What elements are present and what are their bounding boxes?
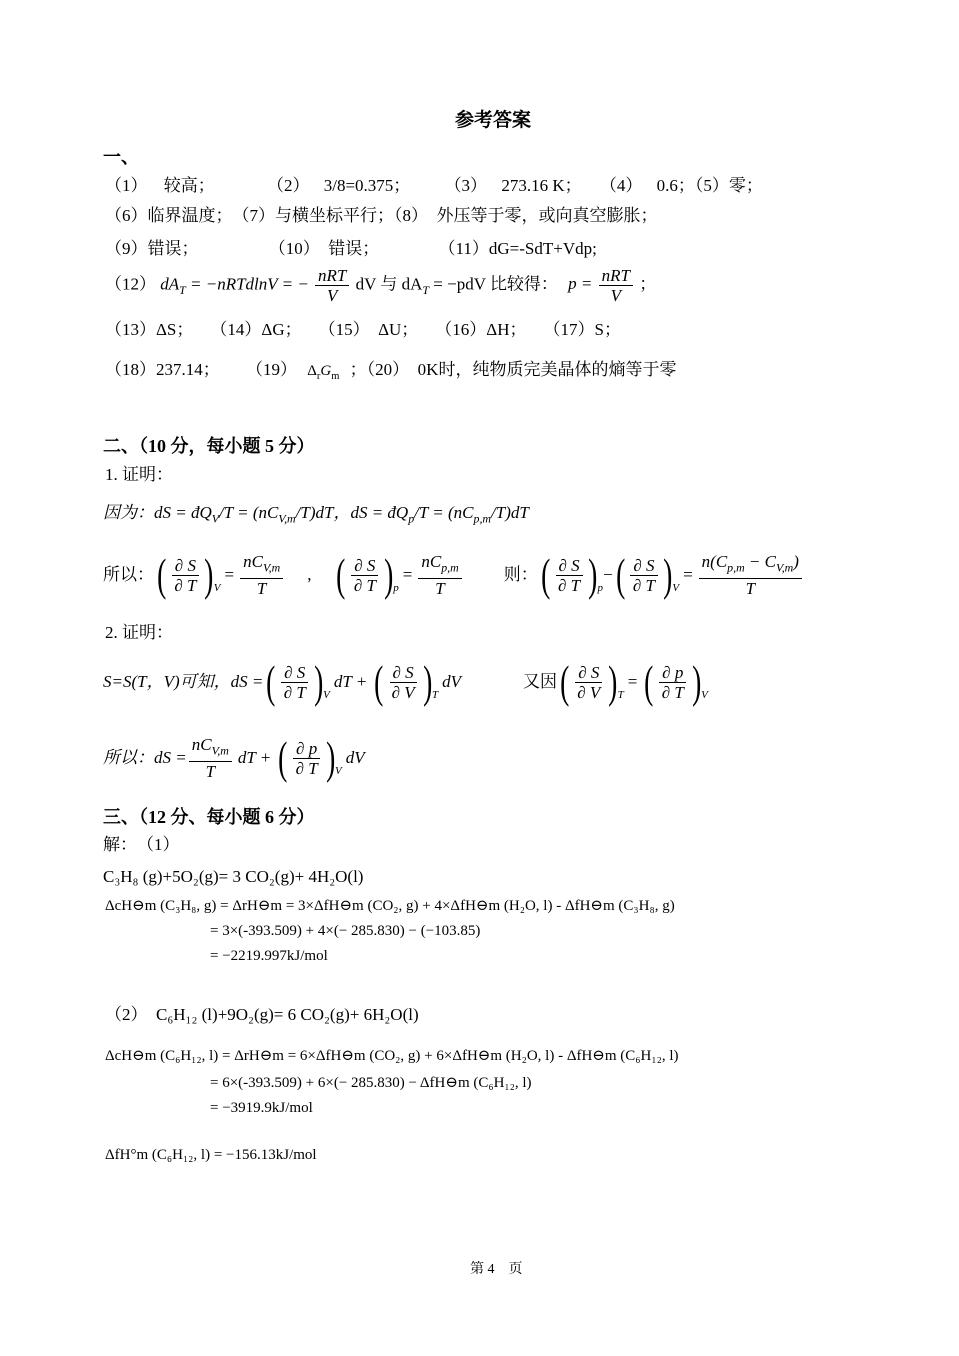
q4-answer: 0.6；（5）零； bbox=[656, 176, 763, 195]
eq2-line1: ΔcH⊖m (C₆H₁₂, l) = ΔrH⊖m = 6×ΔfH⊖m (CO₂, g) + 6×ΔfH⊖m (H₂O, l) - ΔfH⊖m (C₆H₁₂, l) bbox=[105, 1048, 679, 1064]
q12-label: （12） bbox=[105, 274, 156, 294]
solution-label: 解： （1） bbox=[103, 835, 180, 854]
proof-1-title: 1. 证明： bbox=[105, 465, 173, 484]
proof-1-so: 所以： ( $\frac{\partial S}{\partial T}$ ) V = $\frac{nC_{V,m}}{T}$ , ( $\frac{\partial S}{\partial T}$ ) p = $\frac{nC_{p,m}}{T}$ 则： ( $\frac{\partial S}{\partial T}$ ) p − ( $\frac{\partial S}{\partial T}$ ) V = $\frac{n(C_{p,m} - C_{V,m})}{T}$ bbox=[103, 552, 804, 598]
q19-label: （19） bbox=[246, 360, 297, 379]
eq2-line2: = 6×(-393.509) + 6×(− 285.830) − ΔfH⊖m (C₆H₁₂, l) bbox=[210, 1075, 532, 1091]
q12-frac1: $\frac{\text{nRT}}{V}$ bbox=[315, 266, 349, 305]
q12-tail2: = −pdV 比较得： bbox=[433, 274, 558, 294]
eq1-line2: = 3×(-393.509) + 4×(− 285.830) − (−103.85) bbox=[210, 923, 481, 939]
q9: （9）错误； bbox=[105, 239, 199, 258]
q12-tail: dV 与 dA bbox=[355, 274, 423, 294]
answer-line-6 bbox=[105, 360, 676, 386]
q3-label: （3） bbox=[444, 176, 488, 195]
q19-answer: $\Delta_rG_m$ bbox=[307, 363, 340, 382]
answer-line-2: （6）临界温度； （7）与横坐标平行；（8） 外压等于零，或向真空膨胀； bbox=[105, 206, 658, 225]
q1-label: （1） bbox=[105, 176, 148, 195]
q11: （11）dG=-SdT+Vdp; bbox=[438, 239, 597, 258]
eq1-line1: ΔcH⊖m (C₃H₈, g) = ΔrH⊖m = 3×ΔfH⊖m (CO₂, g) + 4×ΔfH⊖m (H₂O, l) - ΔfH⊖m (C₃H₈, g) bbox=[105, 898, 675, 914]
partial-s-t-v: ( $\frac{\partial S}{\partial T}$ ) V bbox=[157, 549, 221, 600]
eq1-line3: = −2219.997kJ/mol bbox=[210, 948, 328, 964]
section-3-heading: 三、（12 分、每小题 6 分） bbox=[103, 807, 315, 827]
page-title: 参考答案 bbox=[455, 110, 532, 131]
proof-1-because: 因为：dS = $đQ_V/T = (nC_{V,m}/T)dT$，dS = $đQ_p/T = (nC_{p,m}/T)dT$ bbox=[103, 503, 529, 526]
section-2-heading: 二、（10 分，每小题 5 分） bbox=[103, 436, 315, 456]
q12-end: ； bbox=[639, 274, 657, 294]
answer-line-5: （13）ΔS； （14）ΔG； （15） ΔU； （16）ΔH； （17）S； bbox=[105, 320, 621, 339]
partial-s-t-p: ( $\frac{\partial S}{\partial T}$ ) p bbox=[336, 549, 399, 600]
answer-line-4: （12） $dA_T$ = −nRTdlnV = − $\frac{\text{nRT}}{V}$ dV 与 $dA_T = -pdV$ 比较得： p = $\frac{\text{nRT}}{V}$ ； bbox=[105, 266, 657, 305]
page-footer: 第 4 页 bbox=[470, 1262, 523, 1277]
q2-label: （2） bbox=[267, 176, 310, 195]
q12-sub: T bbox=[179, 282, 186, 297]
q10: （10） 错误； bbox=[268, 239, 380, 258]
reaction-2: （2） C₆H₁₂ (l)+9O₂(g)= 6 CO₂(g)+ 6H₂O(l) bbox=[105, 1005, 419, 1024]
proof-2-line1: S=S(T，V)可知，dS = ( $\frac{\partial S}{\partial T}$ ) V dT + ( $\frac{\partial S}{\partial V}$ ) T dV 又因 ( $\frac{\partial S}{\partial V}$ ) T = ( $\frac{\partial p}{\partial T}$ ) V bbox=[103, 656, 708, 707]
q3-answer: 273.16 K； bbox=[501, 176, 582, 195]
answer-line-1 bbox=[105, 176, 763, 196]
q12-lhs: dA bbox=[160, 274, 180, 294]
q12-frac2: $\frac{\text{nRT}}{V}$ bbox=[599, 266, 633, 305]
q12-p: p = bbox=[568, 274, 593, 294]
answer-line-3 bbox=[105, 239, 597, 259]
proof-2-title: 2. 证明： bbox=[105, 623, 173, 642]
reaction-1: C₃H₈ (g)+5O₂(g)= 3 CO₂(g)+ 4H₂O(l) bbox=[103, 867, 364, 886]
q12-eq1: = −nRTdlnV = − bbox=[190, 274, 309, 294]
eq2-line3: = −3919.9kJ/mol bbox=[210, 1100, 313, 1116]
q4-label: （4） bbox=[599, 176, 643, 195]
q18: （18）237.14； bbox=[105, 360, 220, 379]
final-result: ΔfH°m (C₆H₁₂, l) = −156.13kJ/mol bbox=[105, 1147, 317, 1163]
proof-2-so: 所以：dS = $\frac{nC_{V,m}}{T}$ dT + ( $\frac{\partial p}{\partial T}$ ) V dV bbox=[103, 732, 365, 783]
q1-answer: 较高； bbox=[163, 176, 215, 195]
q2-answer: 3/8=0.375； bbox=[323, 176, 411, 195]
q20: ；（20） 0K时，纯物质完美晶体的熵等于零 bbox=[349, 360, 677, 379]
section-1-heading: 一、 bbox=[103, 147, 139, 167]
